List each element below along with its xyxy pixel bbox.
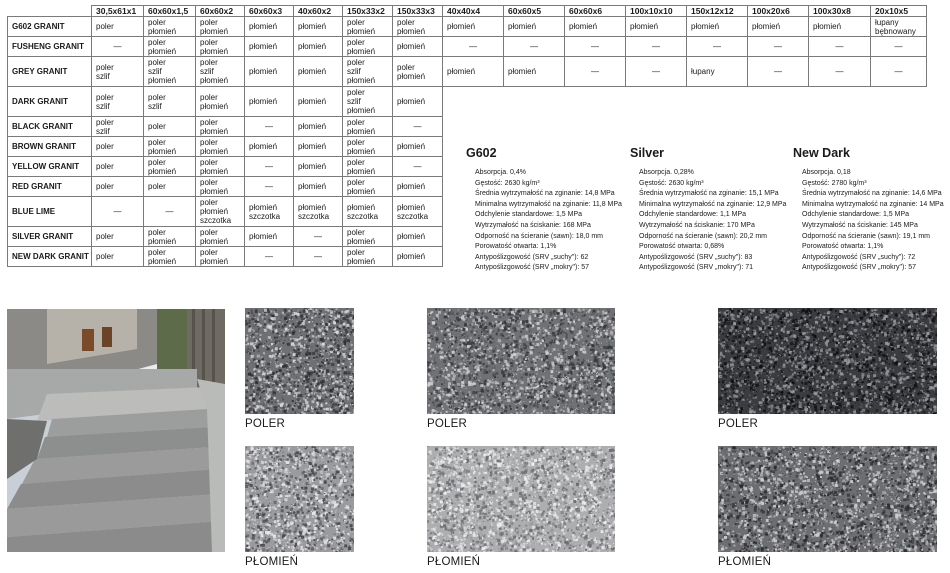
table-cell: płomień (748, 17, 809, 37)
spec-line: Absorpcja. 0,18 (802, 169, 851, 176)
table-cell: poler (92, 227, 144, 247)
sample-caption: POLER (427, 418, 467, 430)
table-cell: poler szlif (92, 87, 144, 117)
spec-line: Wytrzymałość na ściskanie: 145 MPa (802, 221, 918, 229)
table-cell: poler płomień (144, 157, 196, 177)
row-header: FUSHENG GRANIT (8, 37, 92, 57)
spec-line: Wytrzymałość na ściskanie: 170 MPa (639, 221, 755, 229)
table-row (8, 87, 927, 117)
table-cell: poler płomień (196, 87, 245, 117)
table-cell: — (871, 57, 927, 87)
table-cell: łupany (687, 57, 748, 87)
empty-cell (626, 117, 687, 137)
table-cell: — (294, 227, 343, 247)
table-cell: płomień (393, 177, 443, 197)
table-cell: — (871, 37, 927, 57)
empty-cell (443, 117, 504, 137)
table-cell: poler płomień szczotka (196, 197, 245, 227)
table-cell: poler płomień (144, 37, 196, 57)
spec-line: Porowatość otwarta: 0,68% (639, 243, 725, 251)
spec-line: Gęstość: 2630 kg/m³ (475, 179, 540, 187)
table-row (8, 117, 927, 137)
spec-line: Minimalna wytrzymałość na zginanie: 12,9 MPa (639, 200, 787, 208)
table-cell: poler płomień (196, 227, 245, 247)
table-cell: płomień (393, 37, 443, 57)
column-header: 100x20x6 (748, 6, 809, 17)
sample-swatch (427, 446, 615, 552)
sample-swatch (718, 446, 937, 552)
table-cell: — (626, 37, 687, 57)
table-cell: — (748, 57, 809, 87)
table-cell: płomień (245, 87, 294, 117)
spec-line: Antypoślizgowość (SRV „suchy"): 62 (475, 253, 589, 261)
stairs-photo (7, 309, 225, 552)
table-cell: poler płomień (144, 137, 196, 157)
table-cell: płomień (294, 157, 343, 177)
spec-line: Antypoślizgowość (SRV „suchy"): 72 (802, 253, 916, 261)
table-cell: poler (92, 247, 144, 267)
column-header: 100x10x10 (626, 6, 687, 17)
spec-title: G602 (466, 146, 497, 160)
column-header: 40x60x2 (294, 6, 343, 17)
spec-line: Antypoślizgowość (SRV „mokry"): 57 (475, 264, 590, 272)
table-cell: płomień (504, 17, 565, 37)
table-cell: poler (92, 137, 144, 157)
table-cell: poler (92, 177, 144, 197)
table-cell: płomień (294, 117, 343, 137)
table-cell: poler płomień (144, 17, 196, 37)
column-header: 60x60x1,5 (144, 6, 196, 17)
spec-line: Odchylenie standardowe: 1,5 MPa (802, 211, 910, 219)
empty-cell (871, 87, 927, 117)
spec-line: Gęstość: 2630 kg/m³ (639, 179, 704, 187)
table-cell: poler szlif płomień (196, 57, 245, 87)
table-cell: płomień (294, 137, 343, 157)
table-cell: płomień szczotka (245, 197, 294, 227)
sample-caption: POLER (245, 418, 285, 430)
table-cell: — (294, 247, 343, 267)
column-header: 30,5x61x1 (92, 6, 144, 17)
table-cell: — (626, 57, 687, 87)
table-cell: płomień (565, 17, 626, 37)
table-cell: poler płomień (196, 177, 245, 197)
empty-cell (748, 87, 809, 117)
table-cell: — (92, 37, 144, 57)
sample-swatch (427, 308, 615, 414)
empty-cell (687, 117, 748, 137)
column-header: 150x12x12 (687, 6, 748, 17)
table-cell: poler płomień (343, 177, 393, 197)
spec-title: New Dark (793, 146, 850, 160)
table-cell: poler (92, 157, 144, 177)
column-header: 20x10x5 (871, 6, 927, 17)
empty-cell (809, 117, 871, 137)
table-cell: — (245, 157, 294, 177)
table-cell: poler szlif płomień (343, 57, 393, 87)
column-header: 60x60x5 (504, 6, 565, 17)
table-cell: poler płomień (343, 37, 393, 57)
sample-swatch (718, 308, 937, 414)
table-cell: — (687, 37, 748, 57)
table-cell: łupany bębnowany (871, 17, 927, 37)
spec-line: Średnia wytrzymałość na zginanie: 14,8 MPa (475, 190, 615, 198)
table-cell: płomień (687, 17, 748, 37)
table-cell: — (504, 37, 565, 57)
table-cell: płomień (443, 57, 504, 87)
sample-caption: PŁOMIEŃ (245, 556, 299, 568)
table-cell: poler (144, 177, 196, 197)
empty-cell (626, 87, 687, 117)
spec-line: Minimalna wytrzymałość na zginanie: 11,8 MPa (475, 200, 622, 208)
table-cell: płomień (294, 17, 343, 37)
row-header: DARK GRANIT (8, 87, 92, 117)
table-cell: poler płomień (196, 117, 245, 137)
table-cell: płomień (393, 227, 443, 247)
table-cell: płomień (443, 17, 504, 37)
row-header: BLACK GRANIT (8, 117, 92, 137)
table-cell: płomień (504, 57, 565, 87)
table-cell: poler płomień (343, 227, 393, 247)
table-cell: płomień (393, 137, 443, 157)
table-cell: płomień (393, 87, 443, 117)
table-cell: — (393, 157, 443, 177)
table-cell: poler płomień (343, 17, 393, 37)
table-cell: poler płomień (343, 157, 393, 177)
table-cell: — (245, 177, 294, 197)
table-cell: — (245, 117, 294, 137)
empty-cell (565, 117, 626, 137)
table-row (8, 17, 927, 37)
column-header: 150x33x3 (393, 6, 443, 17)
table-cell: poler płomień (144, 247, 196, 267)
row-header: RED GRANIT (8, 177, 92, 197)
table-cell: poler płomień (393, 57, 443, 87)
spec-g602 (466, 146, 622, 274)
spec-title: Silver (630, 146, 665, 160)
table-cell: poler płomień (343, 117, 393, 137)
table-cell: — (144, 197, 196, 227)
row-header: BROWN GRANIT (8, 137, 92, 157)
column-header: 40x40x4 (443, 6, 504, 17)
table-cell: poler płomień (196, 247, 245, 267)
table-cell: — (443, 37, 504, 57)
table-cell: poler płomień (196, 157, 245, 177)
table-cell: płomień (245, 57, 294, 87)
table-cell: poler szlif (92, 117, 144, 137)
row-header: SILVER GRANIT (8, 227, 92, 247)
table-cell: płomień (245, 137, 294, 157)
table-cell: płomień (626, 17, 687, 37)
spec-line: Antypoślizgowość (SRV „mokry"): 57 (802, 264, 917, 272)
table-cell: płomień szczotka (294, 197, 343, 227)
empty-cell (871, 117, 927, 137)
spec-line: Antypoślizgowość (SRV „mokry"): 71 (639, 264, 754, 272)
sample-caption: PŁOMIEŃ (718, 556, 772, 568)
table-cell: płomień (393, 247, 443, 267)
spec-new-dark (793, 146, 944, 274)
empty-cell (504, 87, 565, 117)
empty-cell (748, 117, 809, 137)
spec-silver (630, 146, 786, 274)
table-cell: poler płomień (196, 37, 245, 57)
sample-swatch (245, 446, 354, 552)
spec-line: Odporność na ścieranie (sawn): 19,1 mm (802, 232, 930, 240)
table-cell: poler płomień (196, 137, 245, 157)
table-cell: poler płomień (343, 247, 393, 267)
table-cell: — (565, 57, 626, 87)
corner-cell (8, 6, 92, 17)
row-header: YELLOW GRANIT (8, 157, 92, 177)
spec-line: Odporność na ścieranie (sawn): 20,2 mm (639, 232, 767, 240)
spec-line: Porowatość otwarta: 1,1% (475, 243, 557, 251)
sample-caption: POLER (718, 418, 758, 430)
table-cell: płomień szczotka (343, 197, 393, 227)
table-cell: poler szlif płomień (343, 87, 393, 117)
spec-line: Porowatość otwarta: 1,1% (802, 243, 884, 251)
column-header: 100x30x8 (809, 6, 871, 17)
table-cell: — (393, 117, 443, 137)
table-cell: płomień szczotka (393, 197, 443, 227)
spec-line: Odchylenie standardowe: 1,1 MPa (639, 211, 747, 219)
sample-swatch (245, 308, 354, 414)
spec-line: Odporność na ścieranie (sawn): 18,0 mm (475, 232, 603, 240)
spec-line: Gęstość: 2780 kg/m³ (802, 179, 867, 187)
table-cell: poler szlif (144, 87, 196, 117)
table-cell: płomień (294, 37, 343, 57)
table-cell: — (809, 57, 871, 87)
table-cell: płomień (294, 87, 343, 117)
row-header: NEW DARK GRANIT (8, 247, 92, 267)
table-cell: płomień (294, 57, 343, 87)
spec-line: Wytrzymałość na ściskanie: 168 MPa (475, 221, 591, 229)
spec-line: Średnia wytrzymałość na zginanie: 14,6 MPa (802, 190, 942, 198)
table-cell: poler szlif (92, 57, 144, 87)
table-cell: płomień (294, 177, 343, 197)
spec-line: Średnia wytrzymałość na zginanie: 15,1 MPa (639, 190, 779, 198)
table-cell: — (748, 37, 809, 57)
spec-line: Absorpcja. 0,4% (475, 169, 526, 176)
table-cell: płomień (245, 37, 294, 57)
table-cell: poler szlif płomień (144, 57, 196, 87)
spec-line: Antypoślizgowość (SRV „suchy"): 83 (639, 253, 753, 261)
empty-cell (687, 87, 748, 117)
row-header: G602 GRANIT (8, 17, 92, 37)
table-cell: płomień (809, 17, 871, 37)
empty-cell (809, 87, 871, 117)
table-cell: poler płomień (144, 227, 196, 247)
table-cell: poler (144, 117, 196, 137)
spec-line: Minimalna wytrzymałość na zginanie: 14 MPa (802, 200, 944, 208)
table-cell: poler płomień (343, 137, 393, 157)
column-header: 60x60x6 (565, 6, 626, 17)
header-row (8, 6, 927, 17)
column-header: 150x33x2 (343, 6, 393, 17)
table-cell: poler płomień (393, 17, 443, 37)
column-header: 60x60x3 (245, 6, 294, 17)
table-cell: — (565, 37, 626, 57)
table-cell: poler płomień (196, 17, 245, 37)
table-cell: poler (92, 17, 144, 37)
table-cell: płomień (245, 227, 294, 247)
empty-cell (504, 117, 565, 137)
table-cell: — (809, 37, 871, 57)
row-header: GREY GRANIT (8, 57, 92, 87)
spec-line: Absorpcja. 0,28% (639, 169, 694, 176)
table-row (8, 37, 927, 57)
table-cell: — (245, 247, 294, 267)
table-row (8, 57, 927, 87)
table-cell: — (92, 197, 144, 227)
row-header: BLUE LIME (8, 197, 92, 227)
spec-line: Odchylenie standardowe: 1,5 MPa (475, 211, 583, 219)
empty-cell (443, 87, 504, 117)
table-cell: płomień (245, 17, 294, 37)
empty-cell (565, 87, 626, 117)
column-header: 60x60x2 (196, 6, 245, 17)
sample-caption: PŁOMIEŃ (427, 556, 481, 568)
